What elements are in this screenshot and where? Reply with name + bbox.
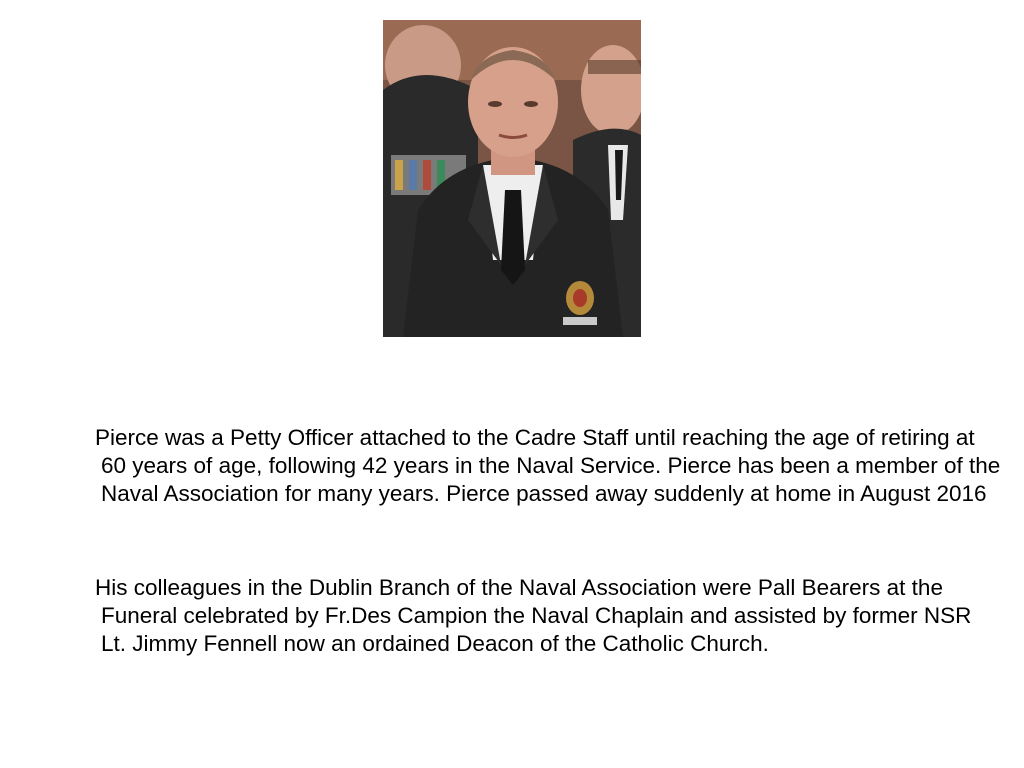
biography-paragraph: Pierce was a Petty Officer attached to the Cadre Staff until reaching the age of retiring at 60 years of age, following 42 years in the Naval Service. Pierce has been a member of the Naval Association for many years. Pierce passed away suddenly at home in August 2016 [95,425,1007,506]
portrait-image [383,20,641,337]
funeral-paragraph: His colleagues in the Dublin Branch of the Naval Association were Pall Bearers at the Funeral celebrated by Fr.Des Campion the Naval Chaplain and assisted by former NSR Lt. Jimmy Fennell now an ordained Deacon of the Catholic Church. [95,575,984,656]
portrait-photo [383,20,641,337]
